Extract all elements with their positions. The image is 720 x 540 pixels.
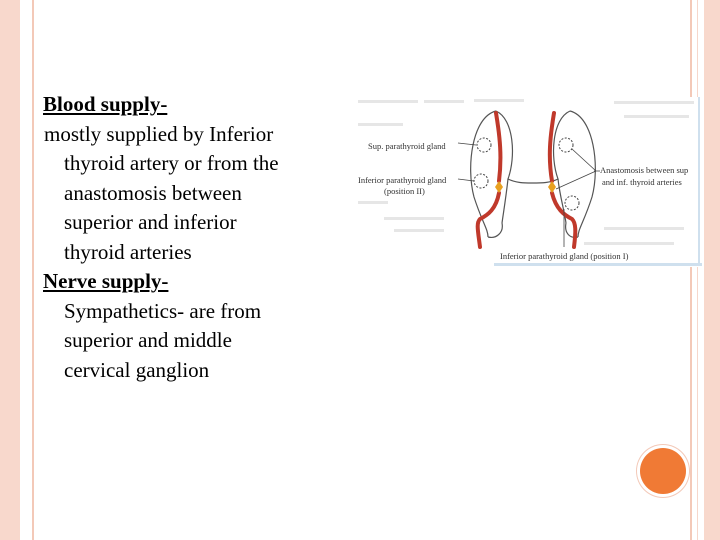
slide-text [43,90,343,385]
slide-frame-right-line-2 [697,0,698,540]
nerve-supply-line-1: Sympathetics- are from [64,298,262,323]
blood-supply-line-2: thyroid artery or from the [64,151,279,175]
blood-supply-line-1: mostly supplied by Inferior [44,121,274,146]
figure-bottom-edge [494,263,702,266]
nerve-supply-line-2: superior and middle [64,328,232,352]
label-anastomosis-line-1: Anastomosis between sup [600,165,689,175]
blood-supply-line-3: anastomosis between [64,180,242,205]
nerve-supply-heading: Nerve supply- [43,269,169,293]
label-inferior-parathyroid-ii: Inferior parathyroid gland [358,175,447,185]
label-position-ii: (position II) [384,186,425,196]
slide-frame-right [704,0,720,540]
slide-frame-left-line [32,0,34,540]
slide-frame-left [0,0,20,540]
figure-right-edge [698,97,700,265]
blood-supply-line-4: superior and inferior [64,210,237,234]
label-sup-parathyroid: Sup. parathyroid gland [368,141,446,151]
label-inferior-parathyroid-i: Inferior parathyroid gland (position I) [500,251,629,261]
parathyroid-blood-supply-figure [354,97,702,267]
label-anastomosis-line-2: and inf. thyroid arteries [602,177,682,187]
nerve-supply-line-3: cervical ganglion [64,357,210,382]
orange-circle-decoration [640,448,686,494]
slide-frame-right-line [690,0,692,540]
blood-supply-heading: Blood supply- [43,92,168,116]
blood-supply-line-5: thyroid arteries [64,239,192,264]
